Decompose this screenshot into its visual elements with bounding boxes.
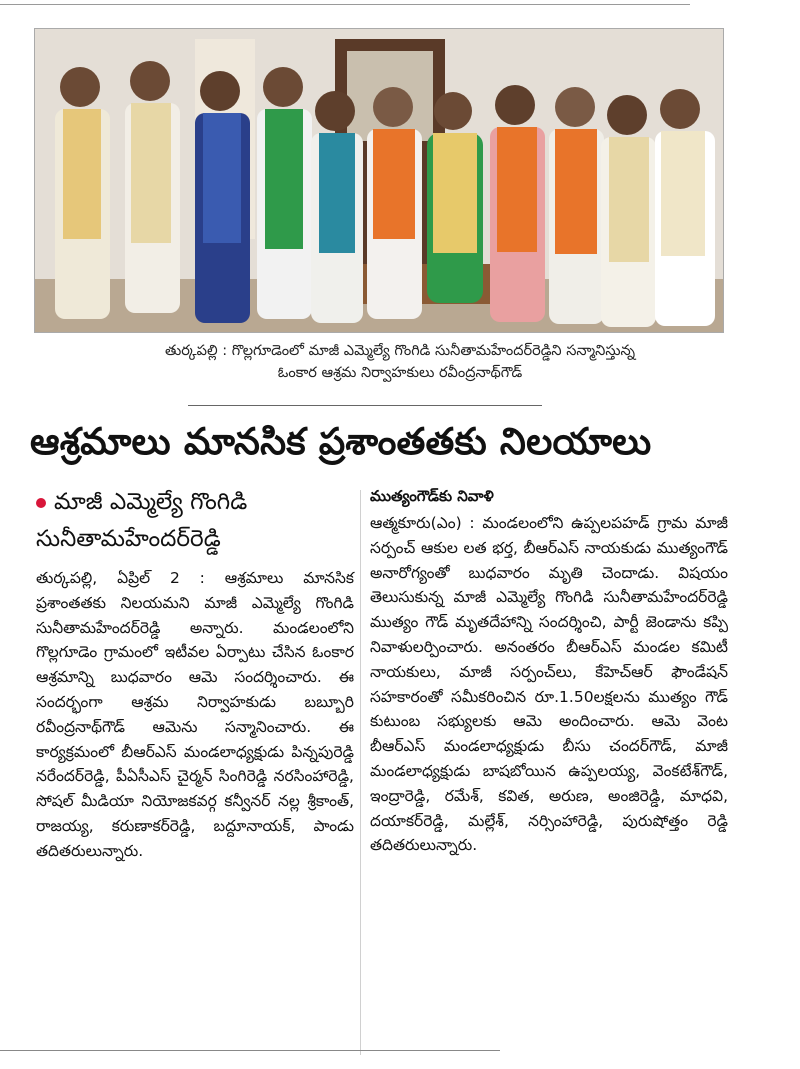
bullet-icon [36, 498, 46, 508]
sub-headline [36, 484, 346, 558]
photo-illustration [35, 29, 724, 333]
caption-divider [188, 405, 542, 406]
caption-line-1: తుర్కపల్లి : గొల్లగూడెంలో మాజీ ఎమ్మెల్యే గొంగిడి సునీతామహేందర్‌రెడ్డిని సన్మానిస్తున్న [164, 343, 636, 359]
bottom-rule [0, 1050, 500, 1051]
photo-caption [0, 340, 800, 384]
caption-line-2: ఓంకార ఆశ్రమ నిర్వాహకులు రవీంద్రనాథ్‌గౌడ్ [277, 365, 523, 381]
article-1-body: తుర్కపల్లి, ఏప్రిల్ 2 : ఆశ్రమాలు మానసిక ప్రశాంతతకు నిలయమని మాజీ ఎమ్మెల్యే గొంగిడి సునీతామహేందర్‌రెడ్డి అన్నారు. మండలంలోని గొల్లగూడెం గ్రామంలో ఇటీవల ఏర్పాటు చేసిన ఓంకార ఆశ్రమాన్ని బుధవారం ఆమె సందర్శించారు. ఈ సందర్భంగా ఆశ్రమ నిర్వాహకుడు బబ్బూరి రవీంద్రనాథ్‌గౌడ్ ఆమెను సన్మానించారు. ఈ కార్యక్రమంలో బీఆర్‌ఎస్ మండలాధ్యక్షుడు పిన్నపురెడ్డి నరేందర్‌రెడ్డి, పీఏసీఎస్ చైర్మన్ సింగిరెడ్డి నరసింహారెడ్డి, సోషల్ మీడియా నియోజకవర్గ కన్వీనర్ నల్ల శ్రీకాంత్, రాజయ్య, కరుణాకర్‌రెడ్డి, బద్దూనాయక్, పాండు తదితరులున్నారు. [36, 569, 354, 860]
sub-headline-line-2: సునీతామహేందర్‌రెడ్డి [36, 526, 221, 552]
headline: ఆశ్రమాలు మానసిక ప్రశాంతతకు నిలయాలు [30, 420, 652, 463]
top-rule [0, 4, 690, 5]
article-2-body: ఆత్మకూరు(ఎం) : మండలంలోని ఉప్పలపహడ్ గ్రామ మాజీ సర్పంచ్ ఆకుల లత భర్త, బీఆర్‌ఎస్ నాయకుడు ముత్యంగౌడ్ అనారోగ్యంతో బుధవారం మృతి చెందాడు. విషయం తెలుసుకున్న మాజీ ఎమ్మెల్యే గొంగిడి సునీతామహేందర్‌రెడ్డి ముత్యం గౌడ్ మృతదేహాన్ని సందర్శించి, పార్టీ జెండాను కప్పి నివాళులర్పించారు. అనంతరం బీఆర్‌ఎస్ మండల కమిటీ నాయకులు, మాజీ సర్పంచ్‌లు, కేహెచ్‌ఆర్ ఫౌండేషన్ సహకారంతో సమీకరించిన రూ.1.50లక్షలను ముత్యం గౌడ్ కుటుంబ సభ్యులకు ఆమె అందించారు. ఆమె వెంట బీఆర్‌ఎస్ మండలాధ్యక్షుడు బీసు చందర్‌గౌడ్, మాజీ మండలాధ్యక్షుడు బాషబోయిన ఉప్పలయ్య, వెంకటేశ్‌గౌడ్, ఇంద్రారెడ్డి, రమేశ్, కవిత, అరుణ, అంజిరెడ్డి, మాధవి, దయాకర్‌రెడ్డి, మల్లేశ్, నర్సింహారెడ్డి, పురుషోత్తం రెడ్డి తదితరులున్నారు. [370, 514, 728, 855]
article-2-title: ముత్యంగౌడ్‌కు నివాళి [370, 487, 494, 505]
sub-headline-line-1: మాజీ ఎమ్మెల్యే గొంగిడి [54, 489, 248, 515]
column-divider [360, 490, 361, 1055]
news-photo [34, 28, 724, 333]
